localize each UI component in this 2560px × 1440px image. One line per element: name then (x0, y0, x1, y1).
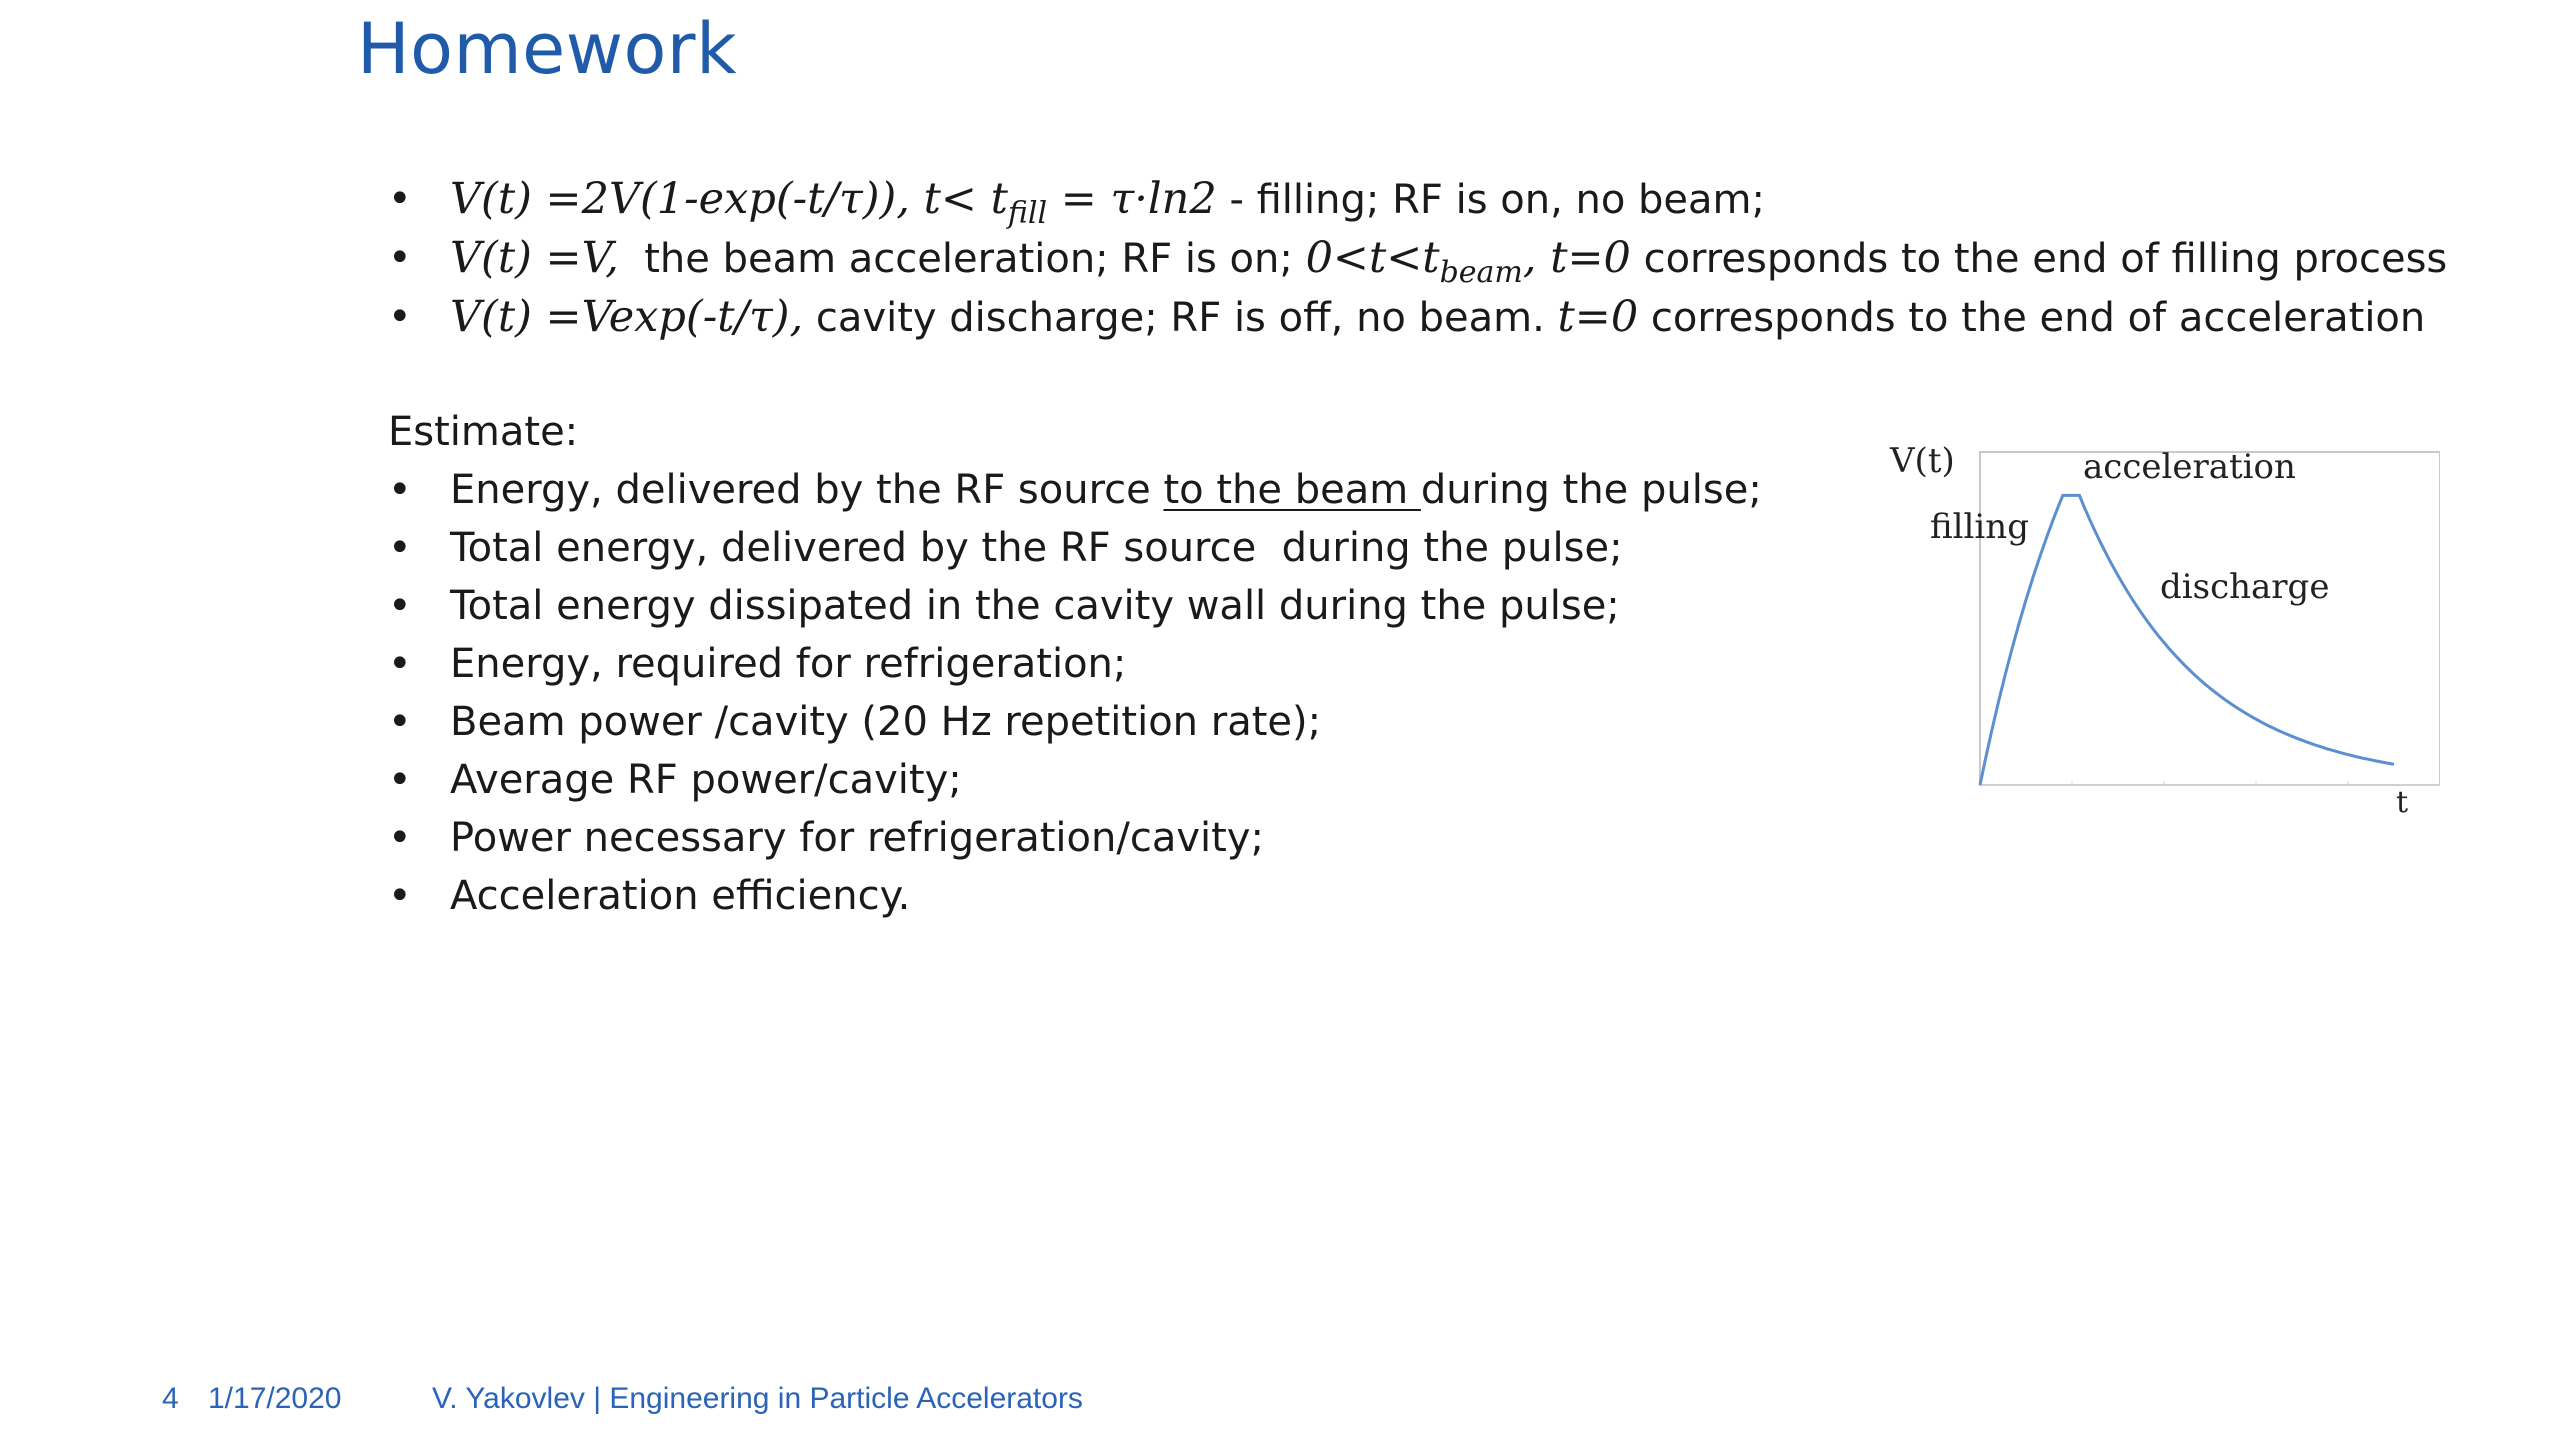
list-item-text: Energy, required for refrigeration; (450, 641, 1127, 687)
list-item-text: Energy, delivered by the RF source (450, 467, 1164, 513)
fill-subscript: fill (1007, 196, 1048, 231)
equation-item-discharge (388, 288, 2488, 347)
list-item (388, 519, 1762, 577)
list-item-text: Acceleration efficiency. (450, 873, 911, 919)
list-item (388, 461, 1762, 519)
underlined-text: to the beam (1163, 467, 1421, 513)
estimate-list (388, 461, 1762, 925)
bullet-icon: • (388, 873, 412, 919)
list-item (388, 635, 1762, 693)
acceleration-description: the beam acceleration; RF is on; (618, 236, 1306, 282)
bullet-icon: • (388, 467, 412, 513)
footer-author-course: V. Yakovlev | Engineering in Particle Accelerators (432, 1382, 1083, 1415)
list-item (388, 693, 1762, 751)
voltage-pulse-chart (1880, 440, 2440, 840)
list-item (388, 751, 1762, 809)
list-item (388, 577, 1762, 635)
discharge-condition: t=0 (1557, 292, 1639, 342)
filling-description: - filling; RF is on, no beam; (1216, 177, 1765, 223)
list-item-text: Beam power /cavity (20 Hz repetition rate); (450, 699, 1322, 745)
plot-frame (1980, 452, 2440, 785)
bullet-icon: • (388, 815, 412, 861)
annotation-filling: filling (1930, 507, 2029, 547)
bullet-icon: • (388, 641, 412, 687)
bullet-icon: • (388, 583, 412, 629)
beam-subscript: beam (1439, 255, 1523, 290)
acceleration-description-end: corresponds to the end of filling process (1630, 236, 2448, 282)
bullet-icon: • (388, 294, 412, 340)
footer-date: 1/17/2020 (208, 1382, 342, 1415)
list-item-text: Average RF power/cavity; (450, 757, 962, 803)
list-item (388, 867, 1762, 925)
acceleration-formula: V(t) =V, (450, 233, 619, 283)
pulse-series-line (1980, 495, 2394, 785)
bullet-icon: • (388, 757, 412, 803)
list-item-text: Power necessary for refrigeration/cavity; (450, 815, 1264, 861)
acceleration-condition: 0<t<t (1305, 233, 1440, 283)
slide-title: Homework (357, 8, 738, 90)
acceleration-condition-tail: , t=0 (1522, 233, 1631, 283)
bullet-icon: • (388, 699, 412, 745)
equation-list (388, 170, 2488, 347)
bullet-icon: • (388, 235, 412, 281)
discharge-formula: V(t) =Vexp(-t/τ), (450, 292, 804, 342)
discharge-description: cavity discharge; RF is off, no beam. (803, 295, 1558, 341)
filling-formula: V(t) =2V(1-exp(-t/τ)), t< t (450, 174, 1008, 224)
estimate-heading: Estimate: (388, 409, 579, 455)
y-axis-label: V(t) (1890, 441, 1955, 481)
discharge-description-end: corresponds to the end of acceleration (1638, 295, 2426, 341)
list-item (388, 809, 1762, 867)
x-axis-label: t (2396, 785, 2409, 820)
list-item-text: Total energy, delivered by the RF source during the pulse; (450, 525, 1623, 571)
annotation-discharge: discharge (2160, 567, 2330, 607)
annotation-acceleration: acceleration (2083, 447, 2296, 487)
filling-formula-tail: = τ·ln2 (1047, 174, 1217, 224)
list-item-text-end: during the pulse; (1420, 467, 1762, 513)
equation-item-acceleration (388, 229, 2488, 288)
page-number: 4 (162, 1382, 179, 1415)
bullet-icon: • (388, 525, 412, 571)
bullet-icon: • (388, 176, 412, 222)
list-item-text: Total energy dissipated in the cavity wall during the pulse; (450, 583, 1620, 629)
equation-item-filling (388, 170, 2488, 229)
